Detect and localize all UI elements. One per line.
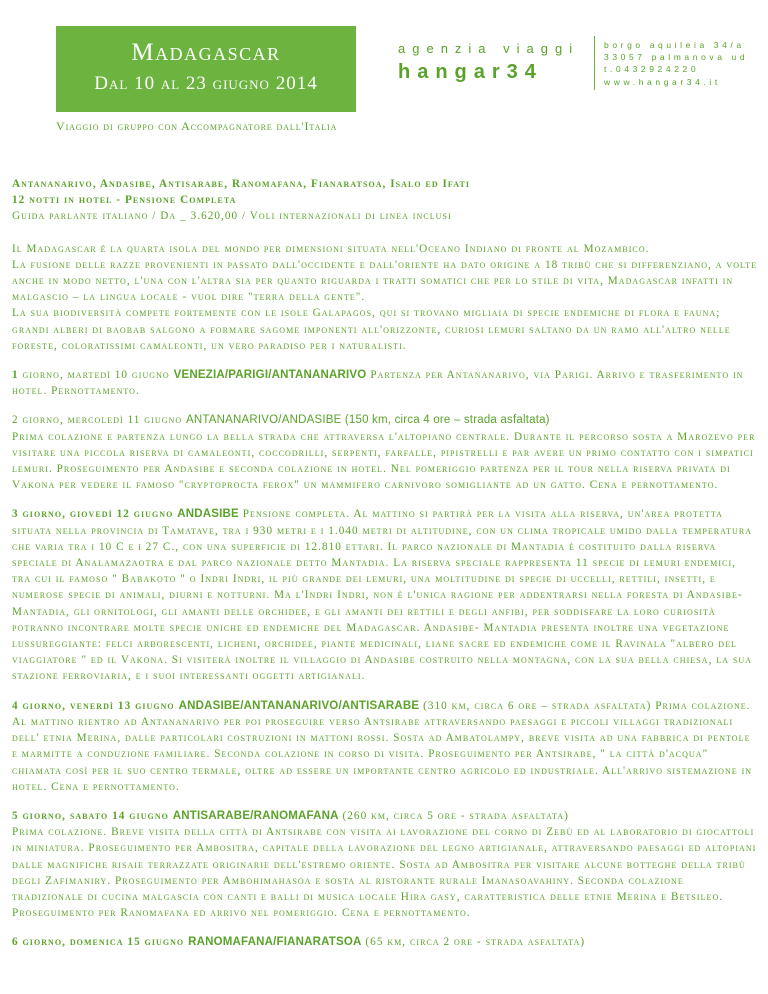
agency-address	[604, 39, 748, 88]
address-line: 33057 palmanova ud	[604, 52, 749, 63]
intro-paragraph: La sua biodiversità compete fortemente con le isole Galapagos, qui si trovano migliaia di specie endemiche di flora e fauna; grandi alberi di baobab salgono a formare sagome imponenti all'orizzonte, curiosi lemuri saltano da un ramo all'altro nelle foreste, coloratissimi camaleonti, un vero paradiso per i naturalisti.	[12, 307, 731, 352]
day-number: 2	[12, 414, 19, 427]
agency-divider	[594, 36, 595, 90]
day-extra: (260 km, circa 5 ore - strada asfaltata)	[342, 809, 569, 822]
day-date: giorno, giovedì 12 giugno	[22, 508, 174, 521]
day-date: giorno, sabato 14 giugno	[22, 809, 169, 822]
day-entry	[12, 808, 758, 921]
day-location: VENEZIA/PARIGI/ANTANANARIVO	[173, 369, 367, 382]
day-location: ANDASIBE	[177, 508, 239, 521]
day-text: Prima colazione. Breve visita della città di Antsirabe con visita ai lavorazione del corno di Zebù ed al laboratorio di giocattoli in miniatura. Proseguimento per Ambositra, capitale della lavorazione del legno artigianale, attraversando paesaggi ed altopiani dalle magnifiche risaie terrazzate originarie dell'estremo oriente. Sosta ad Ambositra per visitare alcune botteghe della tribù degli Zafimaniry. Proseguimento per Ambohimahasoa e sosta al ristorante rurale Imanasoavahiny. Seconda colazione tradizionale di cucina malgascia con canti e balli di musica locale Hira gasy, caratteristica delle etnie Merina e Betsileo. Proseguimento per Ranomafana ed arrivo nel pomeriggio. Cena e pernottamento.	[12, 826, 757, 920]
day-date: giorno, martedì 10 giugno	[22, 369, 170, 382]
day-date: giorno, mercoledì 11 giugno	[22, 414, 183, 427]
day-location: RANOMAFANA/FIANARATSOA	[188, 936, 362, 949]
day-number: 3	[12, 508, 19, 521]
day-text: Partenza per Antananarivo, via Parigi. Arrivo e trasferimento in hotel. Pernottamento.	[12, 369, 744, 398]
day-number: 6	[12, 936, 19, 949]
day-entry	[12, 934, 758, 950]
nights-summary: 12 notti in hotel - Pensione Completa	[12, 194, 237, 207]
agency-name: hangar34	[398, 61, 543, 83]
day-entry	[12, 367, 758, 399]
address-line: www.hangar34.it	[604, 76, 721, 87]
intro-section	[12, 241, 758, 354]
address-line: t.0432924220	[604, 64, 700, 75]
day-entry	[12, 506, 758, 684]
trip-subtitle: Viaggio di gruppo con Accompagnatore dall'Italia	[56, 119, 338, 133]
day-number: 1	[12, 369, 19, 382]
address-line: borgo aquileia 34/a	[604, 40, 745, 50]
day-entry	[12, 412, 758, 493]
trip-dates: Dal 10 al 23 giugno 2014	[94, 73, 318, 94]
day-extra: (310 km, circa 6 ore – strada asfaltata)	[423, 699, 652, 712]
day-date: giorno, domenica 15 giugno	[22, 936, 185, 949]
day-number: 5	[12, 809, 19, 822]
day-extra: (65 km, circa 2 ore - strada asfaltata)	[365, 936, 586, 949]
day-location: ANTISARABE/RANOMAFANA	[172, 809, 339, 822]
day-date: giorno, venerdì 13 giugno	[22, 699, 175, 712]
intro-paragraph: Il Madagascar è la quarta isola del mondo per dimensioni situata nell'Oceano Indiano di fronte al Mozambico.	[12, 242, 650, 255]
route-summary: Antananarivo, Andasibe, Antisarabe, Ranomafana, Fianaratsoa, Isalo ed Ifati	[12, 178, 471, 190]
header-banner	[56, 26, 356, 112]
day-number: 4	[12, 699, 19, 712]
details-summary: Guida parlante italiano / Da _ 3.620,00 / Voli internazionali di linea inclusi	[12, 210, 452, 223]
day-text: Prima colazione. Al mattino rientro ad Antananarivo per poi proseguire verso Antsirabe attraversando paesaggi e piccoli villaggi tradizionali dell' etnia Merina, dalle particolari costruzioni in mattoni rossi. Sosta ad Ambatolampy, breve visita ad una fabbrica di pentole e marmitte a conduzione familiare. Seconda colazione in corso di visita. Proseguimento per Antsirabe, " la città d'acqua" chiamata così per il suo centro termale, oltre ad essere un importante centro agricolo ed industriale. All'arrivo sistemazione in hotel. Cena e pernottamento.	[12, 699, 753, 793]
day-location: ANTANANARIVO/ANDASIBE (150 km, circa 4 ore – strada asfaltata)	[186, 414, 550, 427]
page-title: Madagascar	[131, 39, 281, 66]
intro-paragraph: La fusione delle razze provenienti in passato dall'occidente e dall'oriente ha dato origine a 18 tribù che si differenziano, a volte anche in modo netto, l'una con l'altra sia per quanto riguarda i tratti somatici che per lo stile di vita, Madagascar infatti in malgascio – la lingua locale - vuol dire "terra della gente".	[12, 258, 758, 304]
day-location: ANDASIBE/ANTANANARIVO/ANTISARABE	[178, 699, 420, 712]
document-body	[12, 176, 758, 951]
agency-label: agenzia viaggi	[398, 41, 580, 56]
day-text: Prima colazione e partenza lungo la bella strada che attraversa l'altopiano centrale. Durante il percorso sosta a Marozevo per visitare una piccola riserva di camaleonti, coccodrilli, serpenti, farfalle, pipistrelli e par avere un primo contatto con i simpatici lemuri. Proseguimento per Andasibe e seconda colazione in hotel. Nel pomeriggio partenza per il tour nella riserva privata di Vakona per vedere il famoso "cryptoprocta ferox" un mammifero carnivoro somigliante ad un gatto. Cena e pernottamento.	[12, 430, 756, 492]
day-entry	[12, 698, 758, 795]
day-text: Pensione completa. Al mattino si partirà per la visita alla riserva, un'area protetta situata nella provincia di Tamatave, tra i 930 metri e i 1.040 metri di altitudine, con un clima tropicale umido dalla temperatura che varia tra i 10 C e i 27 C., con una superficie di 12.810 ettari. Il parco nazionale di Mantadia è costituito dalla riserva speciale di Analamazaotra e dal parco nazionale detto Mantadia. La riserva speciale rappresenta 11 specie di lemuri endemici, tra cui il famoso " Babakoto " o Indri Indri, il più grande dei lemuri, una moltitudine di specie di uccelli, rettili, insetti, e numerose specie di animali, diurni e notturni. Ma l'Indri Indri, non è l'unica ragione per addentrarsi nella foresta di Andasibe-Mantadia, gli ornitologi, gli amanti delle orchidee, e gli amanti dei rettili e degli anfibi, per soddisfare la loro curiosità potranno incontrare molte specie uniche ed endemiche del Madagascar. Andasibe- Mantadia presenta inoltre una vegetazione lussureggiante: felci arborescenti, licheni, orchidee, piante medicinali, liane sacre ed endemiche come il Ravinala "albero del viaggiatore " ed il Vakona. Si visiterà inoltre il villaggio di Andasibe costruito nella montagna, con la sua bella chiesa, la sua stazione ferroviaria, e i suoi interessanti oggetti artigianali.	[12, 508, 753, 683]
